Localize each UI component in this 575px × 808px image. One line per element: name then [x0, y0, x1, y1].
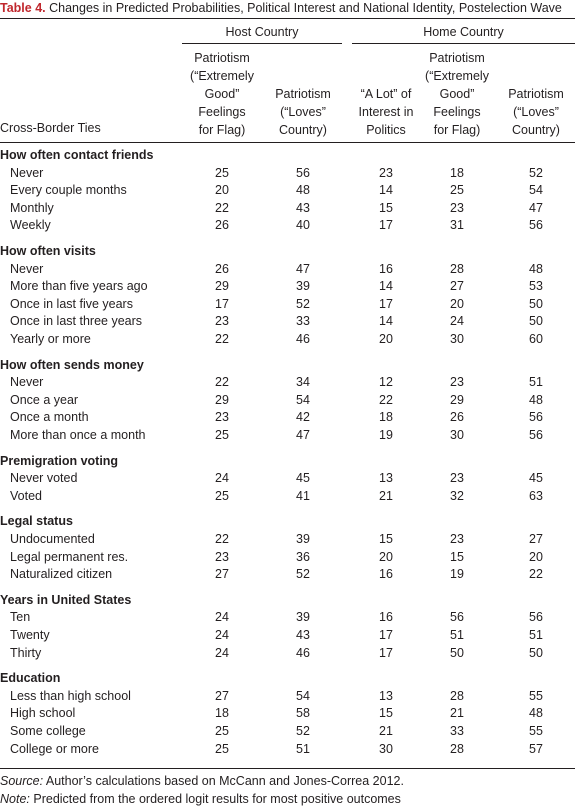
table-title-text: Changes in Predicted Probabilities, Political Interest and National Identity, Postelection Wave [49, 1, 562, 15]
section-title: Premigration voting [0, 453, 119, 468]
table-row [0, 261, 575, 278]
table-cell: 41 [296, 488, 310, 503]
table-cell: 14 [379, 183, 393, 198]
table-cell: 31 [450, 218, 464, 233]
table-cell: 21 [379, 724, 393, 738]
column-header-line: (“Loves” [513, 105, 559, 119]
row-label: Some college [10, 724, 86, 738]
table-row [0, 182, 575, 199]
row-label: Weekly [10, 218, 51, 233]
row-label: Thirty [10, 645, 42, 660]
table-cell: 16 [379, 261, 393, 276]
table-cell: 29 [450, 392, 464, 407]
table-cell: 39 [296, 279, 310, 294]
table-cell: 20 [450, 296, 464, 311]
table-cell: 20 [529, 549, 543, 564]
table-row [0, 609, 575, 626]
table-cell: 30 [450, 428, 464, 442]
table-cell: 26 [215, 261, 229, 276]
table-row [0, 427, 575, 444]
table-row [0, 278, 575, 295]
table-row [0, 488, 575, 505]
table-cell: 48 [529, 706, 543, 721]
table-cell: 27 [450, 279, 464, 294]
table-cell: 52 [529, 165, 543, 180]
table-cell: 28 [450, 261, 464, 276]
table-cell: 46 [296, 645, 310, 660]
table-cell: 56 [529, 428, 543, 442]
column-header-line: for Flag) [198, 123, 246, 137]
column-header-line: Patriotism [508, 87, 564, 101]
table-cell: 27 [529, 532, 543, 546]
table-cell: 28 [450, 741, 464, 756]
table-row [0, 566, 575, 583]
table-cell: 19 [379, 428, 393, 442]
column-header-2 [260, 85, 346, 139]
row-label: Legal permanent res. [10, 549, 129, 564]
table-cell: 48 [529, 261, 543, 276]
row-label: College or more [10, 741, 99, 756]
section-title: Legal status [0, 514, 73, 529]
table-cell: 17 [379, 645, 393, 660]
column-header-line: Patriotism [429, 51, 485, 65]
table-cell: 29 [215, 279, 229, 294]
table-number: Table 4. [0, 1, 46, 15]
table-title [0, 0, 562, 16]
table-cell: 56 [450, 610, 464, 625]
row-label: Never [10, 375, 44, 390]
table-cell: 25 [215, 741, 229, 756]
table-cell: 46 [296, 332, 310, 346]
column-header-5 [493, 85, 575, 139]
table-cell: 51 [529, 628, 543, 642]
table-cell: 17 [215, 296, 229, 311]
row-label: Once in last five years [10, 296, 133, 311]
row-label: Never [10, 261, 44, 276]
column-header-line: Feelings [198, 105, 246, 119]
table-cell: 23 [450, 532, 464, 546]
section-title: Education [0, 671, 61, 686]
source-note [0, 772, 404, 790]
table-cell: 17 [379, 218, 393, 233]
table-row [0, 723, 575, 740]
column-header-line: “A Lot” of [360, 87, 412, 101]
table-cell: 56 [529, 610, 543, 625]
table-row [0, 313, 575, 330]
table-cell: 12 [379, 375, 393, 390]
table-cell: 22 [379, 392, 393, 407]
group-header-home: Home Country [423, 25, 504, 39]
table-cell: 22 [215, 375, 229, 390]
table-cell: 47 [296, 428, 310, 442]
table-row [0, 645, 575, 662]
table-cell: 51 [529, 375, 543, 390]
table-cell: 60 [529, 332, 543, 346]
table-cell: 25 [215, 488, 229, 503]
table-cell: 63 [529, 488, 543, 503]
table-row [0, 296, 575, 313]
row-label: Once a year [10, 392, 79, 407]
table-row [0, 531, 575, 548]
row-label: High school [10, 706, 76, 721]
table-cell: 15 [379, 706, 393, 721]
section-title: Years in United States [0, 592, 132, 607]
row-label: Once in last three years [10, 314, 143, 329]
table-cell: 17 [379, 628, 393, 642]
table-cell: 42 [296, 410, 310, 425]
table-cell: 21 [379, 488, 393, 503]
table-cell: 23 [450, 375, 464, 390]
table-cell: 51 [450, 628, 464, 642]
table-cell: 25 [450, 183, 464, 198]
row-label: Ten [10, 610, 31, 625]
table-cell: 15 [379, 200, 393, 215]
column-header-line: Country) [512, 123, 560, 137]
table-row [0, 331, 575, 348]
note-text: Predicted from the ordered logit results for most positive outcomes [29, 792, 401, 806]
note-label: Note: [0, 792, 30, 806]
row-label: Yearly or more [10, 332, 91, 346]
table-cell: 23 [215, 314, 229, 329]
row-label: Undocumented [10, 532, 95, 546]
table-row [0, 741, 575, 758]
section-title: How often visits [0, 244, 96, 258]
column-header-line: Good” [204, 87, 240, 101]
table-cell: 47 [529, 200, 543, 215]
section-title: How often contact friends [0, 148, 154, 162]
table-cell: 53 [529, 279, 543, 294]
table-cell: 32 [450, 488, 464, 503]
table-cell: 50 [450, 645, 464, 660]
table-cell: 20 [215, 183, 229, 198]
row-label: Every couple months [10, 183, 127, 198]
table-cell: 39 [296, 532, 310, 546]
table-cell: 23 [450, 200, 464, 215]
table-cell: 36 [296, 549, 310, 564]
table-cell: 52 [296, 296, 310, 311]
table-cell: 54 [529, 183, 543, 198]
column-header-line: Politics [366, 123, 406, 137]
table-cell: 48 [529, 392, 543, 407]
table-cell: 58 [296, 706, 310, 721]
table-cell: 47 [296, 261, 310, 276]
header-rule [0, 142, 575, 143]
table-cell: 50 [529, 296, 543, 311]
table-row [0, 549, 575, 566]
table-cell: 39 [296, 610, 310, 625]
table-cell: 55 [529, 724, 543, 738]
table-cell: 54 [296, 392, 310, 407]
row-label: Naturalized citizen [10, 567, 113, 582]
table-cell: 24 [215, 610, 229, 625]
table-cell: 23 [215, 549, 229, 564]
table-cell: 21 [450, 706, 464, 721]
table-cell: 26 [450, 410, 464, 425]
table-cell: 22 [215, 332, 229, 346]
table-cell: 30 [450, 332, 464, 346]
table-cell: 22 [215, 532, 229, 546]
table-cell: 18 [379, 410, 393, 425]
table-cell: 57 [529, 741, 543, 756]
column-header-1 [179, 49, 265, 139]
table-cell: 23 [215, 410, 229, 425]
table-row [0, 200, 575, 217]
column-header-line: Good” [439, 87, 475, 101]
top-rule [0, 18, 575, 19]
column-header-line: (“Extremely [425, 69, 489, 83]
table-cell: 50 [529, 314, 543, 329]
table-cell: 34 [296, 375, 310, 390]
note-line [0, 790, 401, 808]
column-header-line: Feelings [433, 105, 481, 119]
table-row [0, 392, 575, 409]
table-cell: 29 [215, 392, 229, 407]
table-cell: 24 [215, 628, 229, 642]
table-cell: 22 [529, 567, 543, 582]
table-cell: 16 [379, 567, 393, 582]
table-cell: 24 [450, 314, 464, 329]
table-cell: 50 [529, 645, 543, 660]
table-row [0, 627, 575, 644]
table-cell: 55 [529, 688, 543, 703]
row-label: Never voted [10, 471, 78, 486]
table-row [0, 688, 575, 705]
table-cell: 25 [215, 724, 229, 738]
row-label: Never [10, 165, 44, 180]
table-cell: 17 [379, 296, 393, 311]
row-label: More than once a month [10, 428, 146, 442]
source-label: Source: [0, 774, 44, 788]
table-cell: 24 [215, 645, 229, 660]
table-cell: 18 [215, 706, 229, 721]
table-row [0, 705, 575, 722]
table-cell: 48 [296, 183, 310, 198]
table-row [0, 374, 575, 391]
column-header-4 [414, 49, 500, 139]
group-header-host: Host Country [225, 25, 299, 39]
table-cell: 19 [450, 567, 464, 582]
row-label: More than five years ago [10, 279, 148, 294]
column-header-line: (“Extremely [190, 69, 254, 83]
table-cell: 25 [215, 428, 229, 442]
table-cell: 16 [379, 610, 393, 625]
table-cell: 26 [215, 218, 229, 233]
row-label: Twenty [10, 628, 50, 642]
table-cell: 33 [450, 724, 464, 738]
table-cell: 20 [379, 549, 393, 564]
table-cell: 14 [379, 314, 393, 329]
table-row [0, 165, 575, 182]
table-cell: 45 [529, 471, 543, 486]
table-cell: 27 [215, 688, 229, 703]
source-text: Author’s calculations based on McCann and Jones-Correa 2012. [43, 774, 404, 788]
table-cell: 45 [296, 471, 310, 486]
column-header-line: (“Loves” [280, 105, 326, 119]
row-label: Once a month [10, 410, 89, 425]
row-label: Voted [10, 488, 42, 503]
table-cell: 15 [379, 532, 393, 546]
group-rule-host [182, 43, 342, 44]
table-cell: 40 [296, 218, 310, 233]
row-header-label: Cross-Border Ties [0, 121, 101, 135]
column-header-line: Interest in [358, 105, 414, 119]
table-cell: 56 [529, 410, 543, 425]
table-cell: 43 [296, 200, 310, 215]
column-header-line: Patriotism [194, 51, 250, 65]
row-label: Monthly [10, 200, 54, 215]
table-cell: 13 [379, 471, 393, 486]
table-cell: 30 [379, 741, 393, 756]
table-row [0, 217, 575, 234]
table-cell: 24 [215, 471, 229, 486]
table-cell: 54 [296, 688, 310, 703]
column-header-line: Country) [279, 123, 327, 137]
table-cell: 56 [529, 218, 543, 233]
column-header-line: for Flag) [433, 123, 481, 137]
column-header-line: Patriotism [275, 87, 331, 101]
table-cell: 27 [215, 567, 229, 582]
table-cell: 23 [379, 165, 393, 180]
table-cell: 51 [296, 741, 310, 756]
table-cell: 52 [296, 724, 310, 738]
group-rule-home [352, 43, 575, 44]
table-cell: 25 [215, 165, 229, 180]
table-cell: 22 [215, 200, 229, 215]
table-cell: 28 [450, 688, 464, 703]
table-row [0, 409, 575, 426]
table-cell: 14 [379, 279, 393, 294]
table-cell: 52 [296, 567, 310, 582]
table-cell: 13 [379, 688, 393, 703]
table-cell: 43 [296, 628, 310, 642]
table-cell: 18 [450, 165, 464, 180]
table-cell: 20 [379, 332, 393, 346]
row-label: Less than high school [10, 688, 131, 703]
table-cell: 33 [296, 314, 310, 329]
bottom-rule [0, 768, 575, 769]
table-cell: 56 [296, 165, 310, 180]
table-row [0, 470, 575, 487]
table-cell: 23 [450, 471, 464, 486]
section-title: How often sends money [0, 357, 144, 372]
table-cell: 15 [450, 549, 464, 564]
